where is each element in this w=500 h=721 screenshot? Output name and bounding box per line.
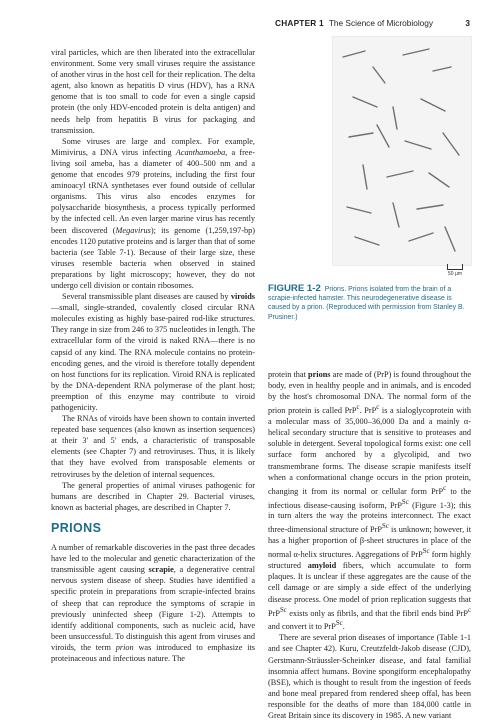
fibril — [355, 237, 379, 245]
caption-text: Prions. Prions isolated from the brain of a scrapie-infected hamster. This neurodegenerative disease is caused by a prion. (Reproduced with permission from Stanley B. Prusiner.) — [268, 286, 465, 321]
figure-caption — [268, 284, 471, 322]
chapter-title: The Science of Microbiology — [328, 18, 434, 28]
fibril — [353, 97, 377, 107]
scale-bar-label: 50 μm — [448, 271, 462, 277]
fibril — [393, 203, 399, 227]
paragraph: Some viruses are large and complex. For example, Mimivirus, a DNA virus infecting Acanthamoeba, a free-living soil ameba, has a diameter of 400–500 nm and a genome that encodes 979 proteins, including the first four aminoacyl tRNA synthetases ever found outside of cellular organisms. This virus also encodes enzymes for polysaccharide biosynthesis, a process typically performed by the infected cell. An even larger marine virus has recently been discovered (Megavirus); its genome (1,259,197-bp) encodes 1120 putative proteins and is larger than that of some bacteria (see Table 7-1). Because of their large size, these viruses resemble bacteria when observed in stained preparations by light microscopy; however, they do not undergo cell division or contain ribosomes. — [51, 136, 255, 290]
fibril — [429, 173, 449, 187]
running-header — [275, 18, 470, 30]
fibril — [443, 133, 459, 155]
fibril — [421, 99, 445, 111]
fibril — [347, 207, 371, 213]
paragraph: The RNAs of viroids have been shown to contain inverted repeated base sequences (also known as insertion sequences) at their 3′ and 5′ ends, a characteristic of transposable elements (see Chapter 7) and retroviruses. Thus, it is likely that they have evolved from transposable elements or retroviruses by the deletion of internal sequences. — [51, 414, 255, 479]
fibril — [405, 141, 431, 149]
fibril — [433, 67, 451, 71]
fibril — [417, 205, 443, 209]
fibril — [373, 67, 385, 83]
fibril — [393, 107, 397, 129]
paragraph: Several transmissible plant diseases are caused by viroids—small, single-stranded, covalently closed circular RNA molecules existing as highly base-paired rod-like structures. They range in size from 246 to 375 nucleotides in length. The extracellular form of the viroid is naked RNA—there is no capsid of any kind. The RNA molecule contains no protein-encoding genes, and the viroid is therefore totally dependent on host functions for its replication. Viroid RNA is replicated by the DNA-dependent RNA polymerase of the plant host; preemption of this enzyme may contribute to viroid pathogenicity. — [51, 292, 255, 412]
fibril — [377, 125, 389, 147]
fibril — [445, 227, 455, 251]
prion-fibrils-image — [333, 37, 471, 265]
section-heading-prions: PRIONS — [51, 520, 102, 535]
fibril — [343, 51, 365, 57]
fibril — [409, 233, 433, 241]
paragraph: A number of remarkable discoveries in the past three decades have led to the molecular and genetic characterization of the transmissible agent causing scrapie, a degenerative central nervous system disease of sheep. Studies have identified a specific protein in preparations from scrapie-infected brains of sheep that can reproduce the symptoms of scrapie in previously uninfected sheep (Figure 1-2). Attempts to identify additional components, such as nucleic acid, have been unsuccessful. To distinguish this agent from viruses and viroids, the term prion was introduced to emphasize its proteinaceous and infectious nature. The — [51, 543, 256, 663]
right-column — [268, 369, 471, 721]
page-number: 3 — [465, 18, 470, 28]
left-column — [51, 47, 255, 664]
fibril — [387, 171, 413, 177]
fibril — [403, 49, 429, 55]
scale-bar — [440, 264, 470, 277]
paragraph: viral particles, which are then liberated into the extracellular environment. Some very small viruses require the assistance of another virus in the host cell for their replication. The delta agent, also known as hepatitis D virus (HDV), has a RNA genome that is too small to code for even a single capsid protein (the only HDV-encoded protein is delta antigen) and needs help from hepatitis B virus for packaging and transmission. — [51, 48, 255, 135]
fibril — [349, 133, 373, 137]
paragraph: protein that prions are made of (PrP) is found throughout the body, even in healthy people and in animals, and is encoded by the host's chromosomal DNA. The normal form of the prion protein is called PrP$^c$. PrP$^c$ is a sialoglycoprotein with a molecular mass of 35,000–36,000 Da and a mainly α-helical secondary structure that is sensitive to proteases and soluble in detergent. Several topological forms exist: one cell surface form anchored by a glycolipid, and two transmembrane forms. The disease scrapie manifests itself when a conformational change occurs in the prion protein, changing it from its normal or cellular form PrP$^c$ to the infectious disease-causing isoform, PrP$^{Sc}$ (Figure 1-3); this in turn alters the way the proteins interconnect. The exact three-dimensional structure of PrP$^{Sc}$ is unknown; however, it has a higher proportion of β-sheet structures in place of the normal α-helix structures. Aggregations of PrP$^{Sc}$ form highly structured amyloid fibers, which accumulate to form plaques. It is unclear if these aggregates are the cause of the cell damage or are simply a side effect of the underlying disease process. One model of prion replication suggests that PrP$^{Sc}$ exists only as fibrils, and that the fibril ends bind PrP$^c$ and convert it to PrP$^{Sc}$. — [268, 370, 472, 632]
figure-label: FIGURE 1-2 — [268, 283, 321, 294]
figure-micrograph — [332, 36, 472, 266]
paragraph: There are several prion diseases of importance (Table 1-1 and see Chapter 42). Kuru, Creutzfeldt-Jakob disease (CJD), Gerstmann-Sträussler-Scheinker disease, and fatal familial insomnia affect humans. Bovine spongiform encephalopathy (BSE), which is thought to result from the ingestion of feeds and bone meal prepared from rendered sheep offal, has been responsible for the deaths of more than 184,000 cattle in Great Britain since its discovery in 1985. A new variant — [268, 633, 471, 720]
paragraph: The general properties of animal viruses pathogenic for humans are described in Chapter 29. Bacterial viruses, known as bacterial phages, are described in Chapter 7. — [51, 480, 255, 512]
fibril — [363, 165, 367, 189]
chapter-label: CHAPTER 1 — [275, 18, 324, 28]
